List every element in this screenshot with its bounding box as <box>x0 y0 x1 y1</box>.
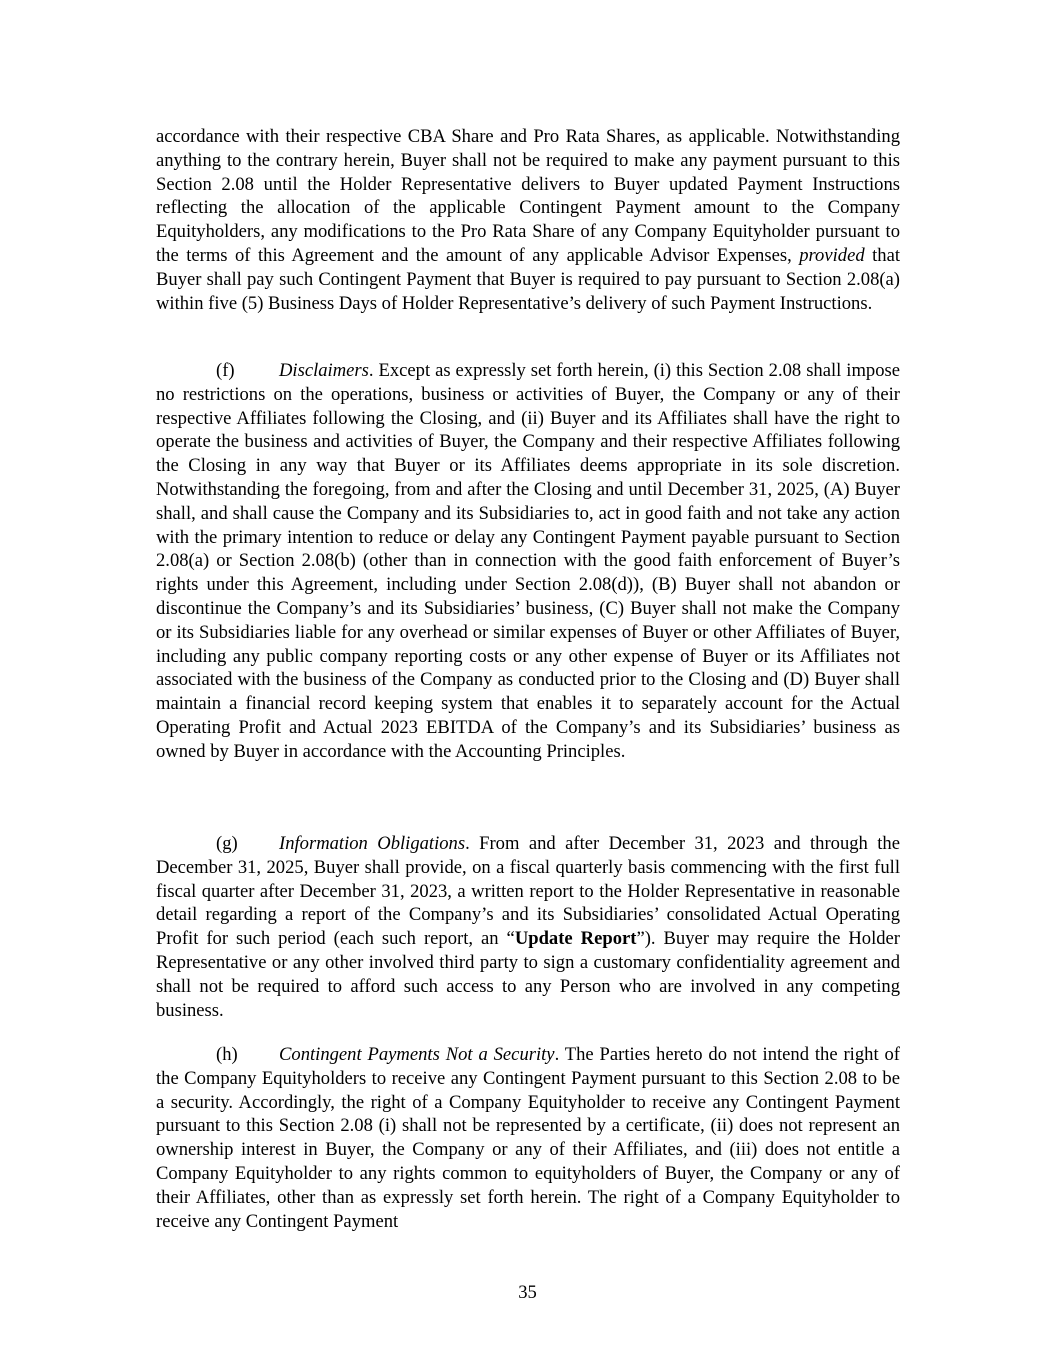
paragraph-g <box>156 832 900 1022</box>
paragraph-g-text: . From and after December 31, 2023 and through the December 31, 2025, Buyer shall provide, on a fiscal quarterly basis commencing with the first full fiscal quarter after December 31, 2023, a written report to the Holder Representative in reasonable detail regarding a report of the Company’s and its Subsidiaries’ consolidated Actual Operating Profit for such period (each such report, an “ <box>156 833 900 950</box>
paragraph-f-text: . Except as expressly set forth herein, (i) this Section 2.08 shall impose no restrictions on the operations, business or activities of Buyer, the Company or any of their respective Affiliates following the Closing, and (ii) Buyer and its Affiliates shall have the right to operate the business and activities of Buyer, the Company and their respective Affiliates following the Closing in any way that Buyer or its Affiliates deems appropriate in its sole discretion. Notwithstanding the foregoing, from and after the Closing and until December 31, 2025, (A) Buyer shall, and shall cause the Company and its Subsidiaries to, act in good faith and not take any action with the primary intention to reduce or delay any Contingent Payment payable pursuant to Section 2.08(a) or Section 2.08(b) (other than in connection with the good faith enforcement of Buyer’s rights under this Agreement, including under Section 2.08(d)), (B) Buyer shall not abandon or discontinue the Company’s and its Subsidiaries’ business, (C) Buyer shall not make the Company or its Subsidiaries liable for any overhead or similar expenses of Buyer or other Affiliates of Buyer, including any public company reporting costs or any other expense of Buyer or its Affiliates not associated with the business of the Company as conducted prior to the Closing and (D) Buyer shall maintain a financial record keeping system that enables it to separately account for the Actual Operating Profit and Actual 2023 EBITDA of the Company’s and its Subsidiaries’ business as owned by Buyer in accordance with the Accounting Principles. <box>156 360 900 762</box>
paragraph-f-label: (f) <box>216 360 235 381</box>
paragraph-g-label: (g) <box>216 833 238 854</box>
paragraph-e-continued <box>156 125 900 315</box>
paragraph-e-text-after: that Buyer shall pay such Contingent Payment that Buyer is required to pay pursuant to Section 2.08(a) within five (5) Business Days of Holder Representative’s delivery of such Payment Instructions. <box>156 244 901 314</box>
page-number: 35 <box>518 1282 537 1303</box>
paragraph-h-text: . The Parties hereto do not intend the right of the Company Equityholders to receive any Contingent Payment pursuant to this Section 2.08 to be a security. Accordingly, the right of a Company Equityholder to receive any Contingent Payment pursuant to this Section 2.08 (i) shall not be represented by a certificate, (ii) does not represent an ownership interest in Buyer, the Company or any of their Affiliates, and (iii) does not entitle a Company Equityholder to any rights common to equityholders of Buyer, the Company or any of their Affiliates, other than as expressly set forth herein. The right of a Company Equityholder to receive any Contingent Payment <box>156 1044 900 1232</box>
paragraph-g-heading: Information Obligations <box>279 833 466 854</box>
paragraph-f-heading: Disclaimers <box>279 360 369 381</box>
paragraph-g-defined-term: Update Report <box>514 928 637 950</box>
paragraph-f <box>156 359 900 764</box>
paragraph-h-heading: Contingent Payments Not a Security <box>279 1044 555 1065</box>
paragraph-g-text-after: ”). Buyer may require the Holder Representative or any other involved third party to sign a customary confidentiality agreement and shall not be required to afford such access to any Person who are involved in any competing business. <box>156 928 900 1021</box>
paragraph-e-text: accordance with their respective CBA Share and Pro Rata Shares, as applicable. Notwithstanding anything to the contrary herein, Buyer shall not be required to make any payment pursuant to this Section 2.08 until the Holder Representative delivers to Buyer updated Payment Instructions reflecting the allocation of the applicable Contingent Payment amount to the Company Equityholders, any modifications to the Pro Rata Share of any Company Equityholder pursuant to the terms of this Agreement and the amount of any applicable Advisor Expenses, <box>156 126 900 266</box>
paragraph-h-label: (h) <box>216 1044 238 1065</box>
paragraph-e-provided: provided <box>799 244 865 266</box>
paragraph-h <box>156 1043 900 1233</box>
